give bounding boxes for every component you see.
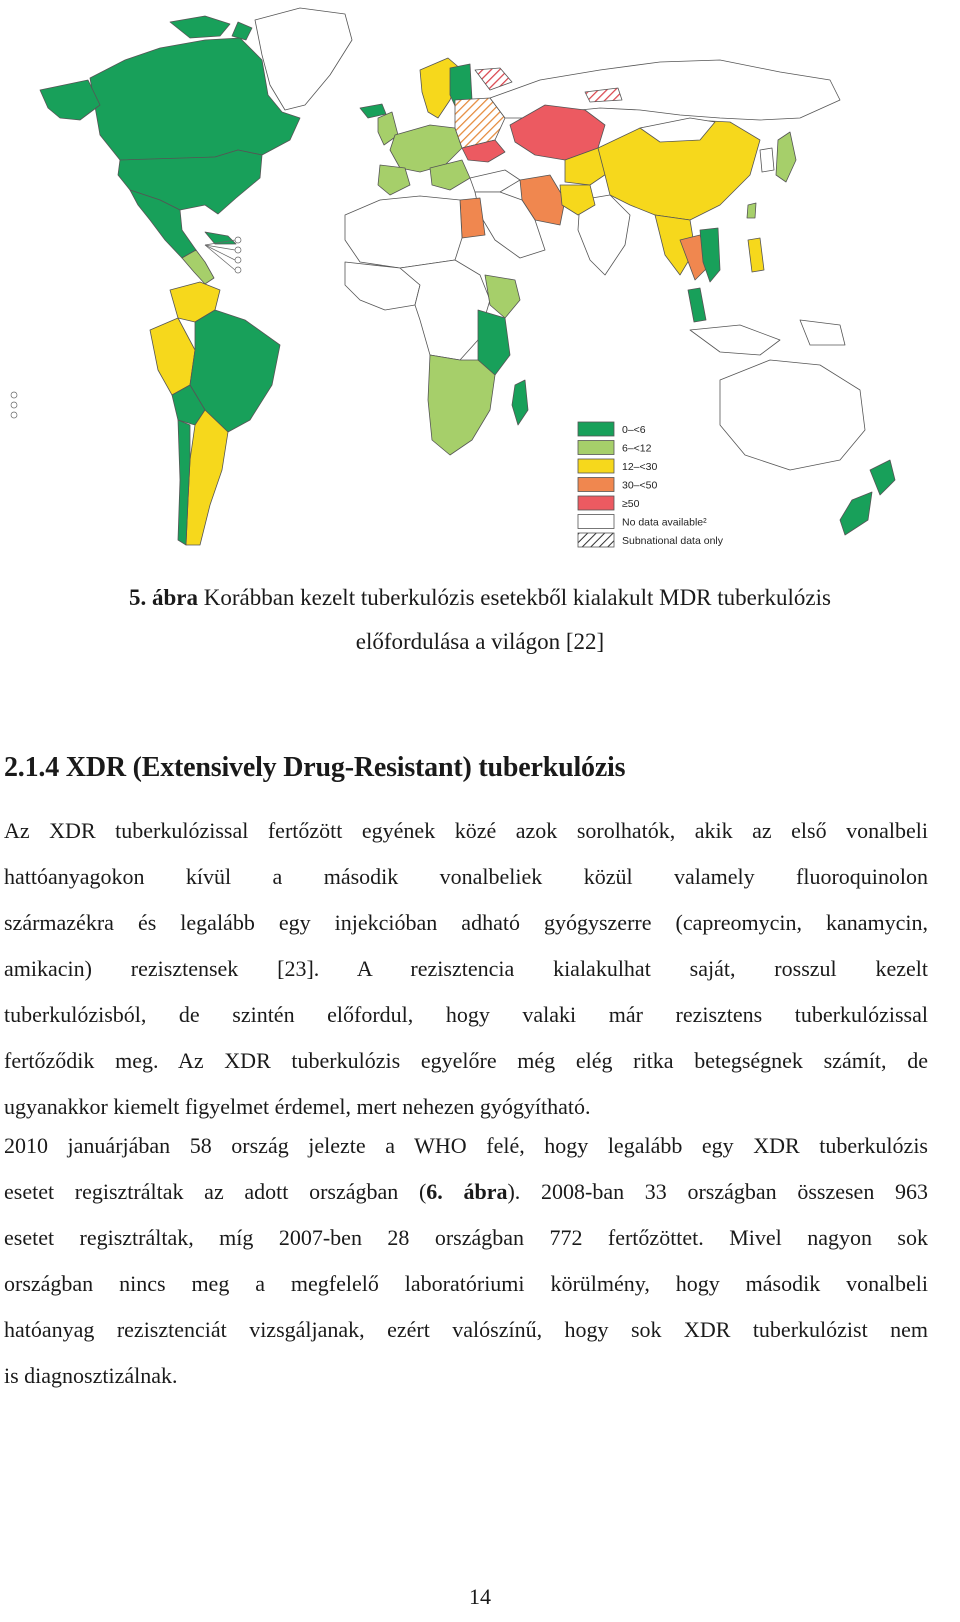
world-map-svg [0, 0, 960, 580]
legend-swatch [578, 459, 614, 473]
vietnam-region [700, 228, 720, 282]
indonesia-region [690, 325, 780, 355]
paragraph-1-line: tuberkulózisból, de szintén előfordul, hogy valaki már rezisztens tuberkulózissal [4, 1002, 928, 1027]
paragraph-2-line: esetet regisztráltak, míg 2007-ben 28 országban 772 fertőzöttet. Mivel nagyon sok [4, 1225, 928, 1250]
southern-africa-region [428, 355, 495, 455]
paragraph-2-text: ). 2008-ban 33 országban összesen 963 [507, 1179, 929, 1204]
page-number: 14 [469, 1584, 491, 1609]
philippines-region [748, 238, 764, 272]
png-region [800, 320, 845, 345]
arctic-islands-region-2 [232, 22, 252, 40]
north-africa-region [345, 196, 462, 268]
paragraph-1 [4, 808, 928, 1130]
paragraph-1-line: amikacin) rezisztensek [23]. A rezisztencia kialakulhat saját, rosszul kezelt [4, 956, 928, 981]
taiwan-region [747, 203, 756, 218]
paragraph-1-line: fertőződik meg. Az XDR tuberkulózis egyelőre még elég ritka betegségnek számít, de [4, 1048, 928, 1073]
legend-swatch [578, 533, 614, 547]
new-zealand-region [870, 460, 895, 495]
iberia-region [378, 165, 410, 195]
legend-swatch [578, 422, 614, 436]
paragraph-2-text: esetet regisztráltak az adott országban ( [4, 1179, 427, 1204]
alaska-region [40, 80, 100, 120]
russia-hatch-region [475, 68, 512, 90]
peru-region [150, 318, 195, 395]
legend-swatch [578, 478, 614, 492]
legend-swatch [578, 496, 614, 510]
paragraph-2-line: is diagnosztizálnak. [4, 1363, 178, 1388]
paragraph-1-line: ugyanakkor kiemelt figyelmet érdemel, mert nehezen gyógyítható. [4, 1094, 591, 1119]
legend-label: 30–<50 [622, 479, 658, 492]
japan-region [776, 132, 796, 182]
legend-label: No data available² [622, 516, 707, 529]
legend-label: Subnational data only [622, 535, 723, 547]
legend-label: ≥50 [622, 498, 640, 510]
figure-reference: 6. ábra [426, 1179, 508, 1204]
map-legend [578, 422, 724, 547]
turkey-region [470, 170, 520, 192]
madagascar-region [512, 380, 528, 425]
legend-label: 0–<6 [622, 424, 646, 436]
australia-region [720, 360, 865, 470]
figure-label: 5. ábra [129, 585, 198, 610]
legend-label: 6–<12 [622, 442, 652, 455]
malaysia-region [688, 288, 706, 322]
paragraph-2 [4, 1123, 928, 1399]
paragraph-2-line: 2010 januárjában 58 ország jelezte a WHO felé, hogy legalább egy XDR tuberkulózis [4, 1133, 928, 1158]
argentina-region [186, 410, 228, 545]
korea-region [760, 148, 774, 172]
central-america-region [182, 250, 214, 284]
mdr-tb-world-map [0, 0, 960, 580]
paragraph-1-line: hattóanyagokon kívül a második vonalbeliek közül valamely fluoroquinolon [4, 864, 928, 889]
figure-caption-line-1 [0, 576, 960, 620]
legend-swatch [578, 515, 614, 529]
east-africa-region [485, 275, 520, 318]
figure-caption-line-2: előfordulása a világon [22] [355, 629, 605, 654]
section-heading: 2.1.4 XDR (Extensively Drug-Resistant) tuberkulózis [4, 752, 626, 783]
central-africa-region [400, 260, 490, 360]
paragraph-2-line [4, 1169, 928, 1215]
figure-caption-text: Korábban kezelt tuberkulózis esetekből kialakult MDR tuberkulózis [198, 585, 831, 610]
paragraph-2-line: országban nincs meg a megfelelő laboratóriumi körülmény, hogy második vonalbeli [4, 1271, 928, 1296]
arctic-islands-region [170, 16, 230, 38]
paragraph-1-line: Az XDR tuberkulózissal fertőzött egyének közé azok sorolhatók, akik az első vonalbeli [4, 818, 928, 843]
legend-swatch [578, 441, 614, 455]
legend-label: 12–<30 [622, 461, 658, 473]
new-zealand-region-2 [840, 492, 872, 535]
paragraph-2-line: hatóanyag rezisztenciát vizsgáljanak, ezért valószínű, hogy sok XDR tuberkulózist nem [4, 1317, 928, 1342]
greenland-region [255, 8, 352, 110]
paragraph-1-line: származékra és legalább egy injekcióban adható gyógyszerre (capreomycin, kanamycin, [4, 910, 928, 935]
